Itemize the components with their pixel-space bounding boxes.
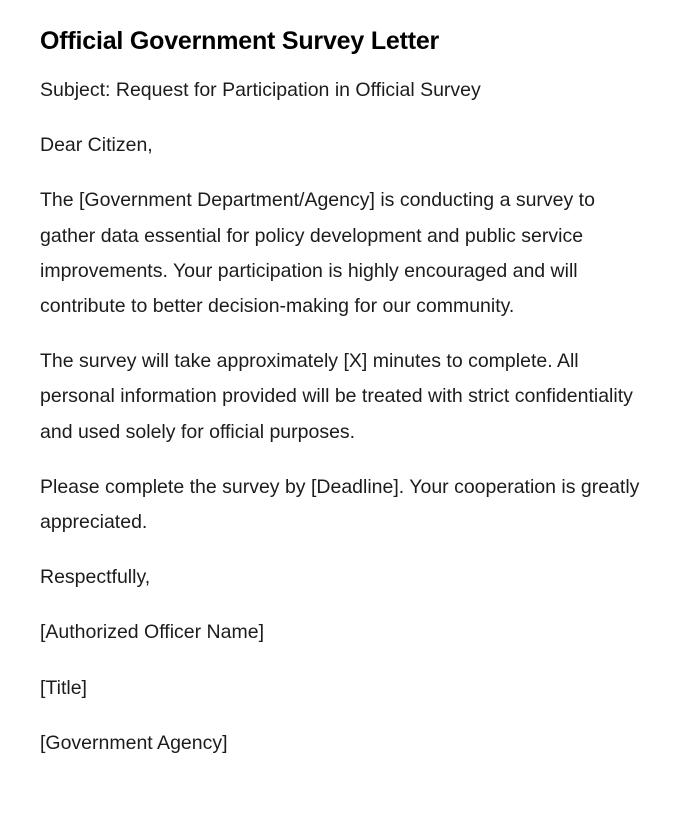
letter-salutation: Dear Citizen,	[40, 134, 153, 157]
signature-title: [Title]	[40, 676, 87, 699]
letter-subject: Subject: Request for Participation in Official Survey	[40, 79, 481, 101]
signature-officer-name: [Authorized Officer Name]	[40, 621, 264, 644]
letter-body-paragraph-2: The survey will take approximately [X] minutes to complete. All personal information provided will be treated with strict confidentiality and used solely for official purposes.	[40, 350, 633, 443]
letter-title: Official Government Survey Letter	[40, 27, 440, 55]
signature-agency: [Government Agency]	[40, 731, 228, 754]
letter-body-paragraph-1: The [Government Department/Agency] is conducting a survey to gather data essential for policy development and public service improvements. Your participation is highly encouraged and will contribute to better decision-making for our community.	[40, 189, 595, 318]
letter-body-paragraph-3: Please complete the survey by [Deadline]. Your cooperation is greatly appreciated.	[40, 475, 640, 534]
letter-closing: Respectfully,	[40, 566, 151, 589]
